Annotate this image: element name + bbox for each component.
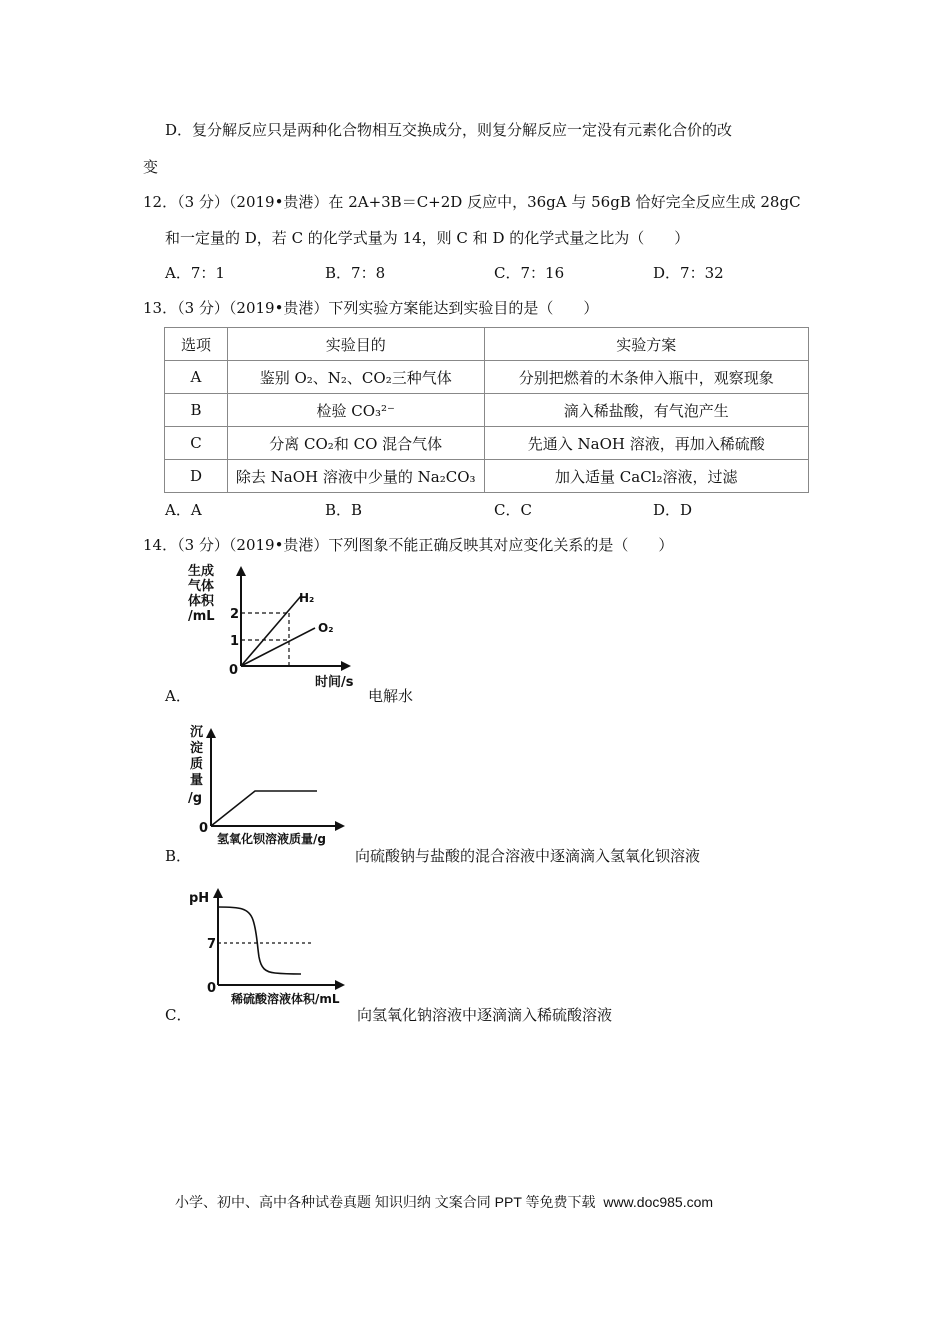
q11-option-d-line2: 变 (143, 158, 159, 176)
q13-option-a: A．A (165, 501, 202, 519)
graph-a-ylabel-4: /mL (188, 609, 215, 624)
q14-stem: 14．（3 分）（2019•贵港）下列图象不能正确反映其对应变化关系的是（ ） (143, 536, 674, 554)
graph-a-ylabel-1: 生成 (188, 564, 215, 579)
q11-option-d-line1: D．复分解反应只是两种化合物相互交换成分，则复分解反应一定没有元素化合价的改 (165, 121, 733, 139)
table-cell-option: C (165, 427, 228, 460)
table-cell-purpose: 鉴别 O₂、N₂、CO₂三种气体 (227, 361, 484, 394)
graph-b-ylabel-3: 质 (190, 757, 204, 772)
table-header-row (165, 328, 809, 361)
graph-a-tick-2: 2 (230, 607, 240, 622)
table-row (165, 361, 809, 394)
q13-option-b: B．B (325, 501, 363, 519)
q13-experiment-table (164, 327, 809, 493)
table-cell-option: A (165, 361, 228, 394)
q12-option-a: A．7：1 (165, 264, 225, 282)
table-header-option: 选项 (165, 328, 228, 361)
q14-option-c-caption: 向氢氧化钠溶液中逐滴滴入稀硫酸溶液 (357, 1006, 613, 1024)
q12-stem-line2: 和一定量的 D，若 C 的化学式量为 14，则 C 和 D 的化学式量之比为（ ） (165, 229, 690, 247)
graph-c-y-arrow (213, 888, 223, 898)
graph-b-x-arrow (335, 821, 345, 831)
footer-text: 小学、初中、高中各种试卷真题 知识归纳 文案合同 PPT 等免费下载 (175, 1194, 596, 1210)
q14-option-a-letter: A． (165, 687, 191, 705)
graph-b-ylabel-4: 量 (190, 773, 204, 788)
graph-b-ylabel-1: 沉 (190, 725, 204, 740)
q14-option-a-caption: 电解水 (368, 687, 414, 705)
graph-a-y-arrow (236, 566, 246, 576)
graph-b-ylabel-2: 淀 (190, 741, 204, 756)
graph-ph (185, 882, 357, 1008)
table-cell-plan: 分别把燃着的木条伸入瓶中，观察现象 (484, 361, 808, 394)
graph-a-x-arrow (341, 661, 351, 671)
table-cell-purpose: 除去 NaOH 溶液中少量的 Na₂CO₃ (227, 460, 484, 493)
q12-stem-line1: 12．（3 分）（2019•贵港）在 2A+3B＝C+2D 反应中，36gA 与 56gB 恰好完全反应生成 28gC (143, 193, 801, 211)
table-row (165, 394, 809, 427)
table-cell-option: B (165, 394, 228, 427)
graph-a-h2-line (241, 596, 301, 666)
graph-c-xlabel: 稀硫酸溶液体积/mL (231, 992, 340, 1006)
graph-a-series-o2: O₂ (318, 621, 334, 635)
q12-option-b: B．7：8 (325, 264, 386, 282)
table-cell-plan: 加入适量 CaCl₂溶液，过滤 (484, 460, 808, 493)
table-cell-plan: 先通入 NaOH 溶液，再加入稀硫酸 (484, 427, 808, 460)
graph-a-ylabel-3: 体积 (188, 594, 215, 609)
graph-c-tick-7: 7 (207, 937, 217, 952)
graph-a-ylabel-2: 气体 (188, 579, 215, 594)
graph-b-ylabel-5: /g (188, 791, 203, 806)
table-cell-plan: 滴入稀盐酸，有气泡产生 (484, 394, 808, 427)
graph-c-x-arrow (335, 980, 345, 990)
table-header-plan: 实验方案 (484, 328, 808, 361)
q14-option-b-caption: 向硫酸钠与盐酸的混合溶液中逐滴滴入氢氧化钡溶液 (355, 847, 701, 865)
graph-c-tick-0: 0 (207, 981, 217, 996)
q12-option-d: D．7：32 (653, 264, 724, 282)
q14-option-b-letter: B． (165, 847, 192, 865)
table-row (165, 460, 809, 493)
graph-b-y-arrow (206, 728, 216, 738)
graph-a-xlabel: 时间/s (315, 675, 354, 690)
graph-electrolysis (185, 562, 360, 690)
graph-a-series-h2: H₂ (299, 591, 315, 605)
graph-c-ylabel: pH (189, 891, 210, 906)
graph-a-tick-0: 0 (229, 663, 239, 678)
q13-option-d: D．D (653, 501, 693, 519)
table-row (165, 427, 809, 460)
footer-url-link[interactable]: www.doc985.com (603, 1194, 714, 1210)
table-cell-purpose: 分离 CO₂和 CO 混合气体 (227, 427, 484, 460)
q13-option-c: C．C (494, 501, 532, 519)
graph-a-tick-1: 1 (230, 634, 240, 649)
graph-b-xlabel: 氢氧化钡溶液质量/g (217, 832, 326, 846)
graph-c-curve (218, 907, 301, 974)
graph-a-o2-line (241, 628, 315, 666)
table-cell-purpose: 检验 CO₃²⁻ (227, 394, 484, 427)
graph-precipitate (185, 722, 355, 848)
q14-option-c-letter: C． (165, 1006, 192, 1024)
table-header-purpose: 实验目的 (227, 328, 484, 361)
footer (175, 1192, 713, 1212)
table-cell-option: D (165, 460, 228, 493)
q13-stem: 13．（3 分）（2019•贵港）下列实验方案能达到实验目的是（ ） (143, 299, 599, 317)
q12-option-c: C．7：16 (494, 264, 565, 282)
graph-b-origin: 0 (199, 821, 209, 836)
graph-b-curve (211, 791, 317, 826)
